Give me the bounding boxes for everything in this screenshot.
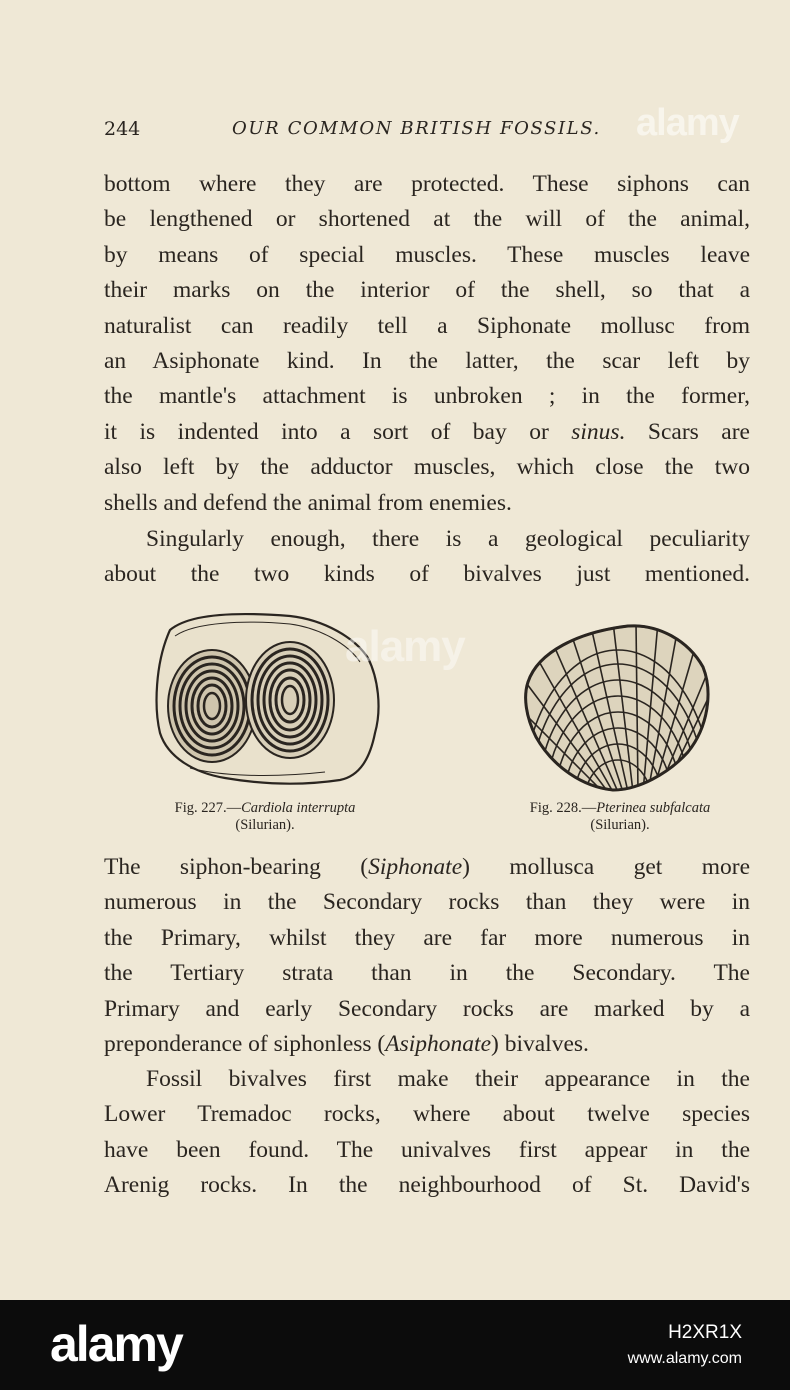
italic-term: Siphonate xyxy=(368,854,463,880)
paragraph-3 xyxy=(104,850,750,1062)
figure-227-caption xyxy=(140,800,390,834)
text-line: also left by the adductor muscles, which close the two xyxy=(104,454,750,481)
text-line: have been found. The univalves first appear in the xyxy=(104,1136,750,1163)
figure-228-label: Fig. 228.— xyxy=(529,800,597,816)
figure-227-label: Fig. 227.— xyxy=(174,800,242,816)
text-line: by means of special muscles. These muscles leave xyxy=(104,241,750,268)
figure-227-species: Cardiola interrupta xyxy=(241,800,356,816)
paragraph-1 xyxy=(104,167,750,521)
text-run: ) bivalves. xyxy=(491,1031,589,1058)
text-line: Arenig rocks. In the neighbourhood of St. David's xyxy=(104,1172,750,1199)
text-run: ) mollusca get more xyxy=(462,854,751,880)
text-run: it is indented into a sort of bay or xyxy=(104,418,572,445)
figure-228-species: Pterinea subfalcata xyxy=(596,800,711,816)
watermark-top: alamy xyxy=(636,102,739,144)
text-line: Fossil bivalves first make their appearance in the xyxy=(146,1066,750,1092)
text-line: the Tertiary strata than in the Secondary. The xyxy=(104,960,750,987)
watermark-middle: alamy xyxy=(345,622,465,671)
figure-227-title xyxy=(140,800,390,817)
paragraph-4 xyxy=(104,1062,750,1204)
text-run: The siphon-bearing ( xyxy=(104,854,369,880)
brand-logo: alamy xyxy=(50,1316,182,1372)
figure-228-illustration xyxy=(518,622,713,794)
figure-228-caption xyxy=(495,800,745,834)
page-number: 244 xyxy=(104,118,141,140)
text-line: their marks on the interior of the shell, so that a xyxy=(104,277,750,304)
italic-term: sinus. xyxy=(571,418,626,445)
page-header xyxy=(104,118,744,142)
figure-228-title xyxy=(495,800,745,817)
image-id: H2XR1X xyxy=(668,1322,742,1343)
text-line: naturalist can readily tell a Siphonate mollusc from xyxy=(104,312,750,339)
text-line: bottom where they are protected. These siphons can xyxy=(104,171,750,197)
text-line: an Asiphonate kind. In the latter, the scar left by xyxy=(104,348,750,375)
text-line xyxy=(104,1027,750,1062)
text-line xyxy=(104,850,750,885)
italic-term: Asiphonate xyxy=(385,1031,492,1058)
running-title: OUR COMMON BRITISH FOSSILS. xyxy=(232,118,601,139)
figure-227-period: (Silurian). xyxy=(235,817,295,833)
paragraph-2 xyxy=(104,522,750,593)
text-line: Primary and early Secondary rocks are marked by a xyxy=(104,995,750,1022)
text-line: the mantle's attachment is unbroken ; in the former, xyxy=(104,383,750,410)
text-line xyxy=(104,415,750,450)
text-run: preponderance of siphonless ( xyxy=(104,1031,386,1058)
text-line: about the two kinds of bivalves just mentioned. xyxy=(104,561,750,588)
text-line: numerous in the Secondary rocks than they were in xyxy=(104,889,750,916)
footer-bar xyxy=(0,1300,790,1390)
text-line: the Primary, whilst they are far more numerous in xyxy=(104,924,750,951)
text-line: Singularly enough, there is a geological peculiarity xyxy=(146,526,750,552)
site-url: www.alamy.com xyxy=(627,1350,742,1367)
text-line: shells and defend the animal from enemies. xyxy=(104,489,512,516)
text-line: Lower Tremadoc rocks, where about twelve species xyxy=(104,1101,750,1128)
text-run: Scars are xyxy=(625,418,750,445)
text-line: be lengthened or shortened at the will of the animal, xyxy=(104,206,750,233)
figure-228-period: (Silurian). xyxy=(590,817,650,833)
